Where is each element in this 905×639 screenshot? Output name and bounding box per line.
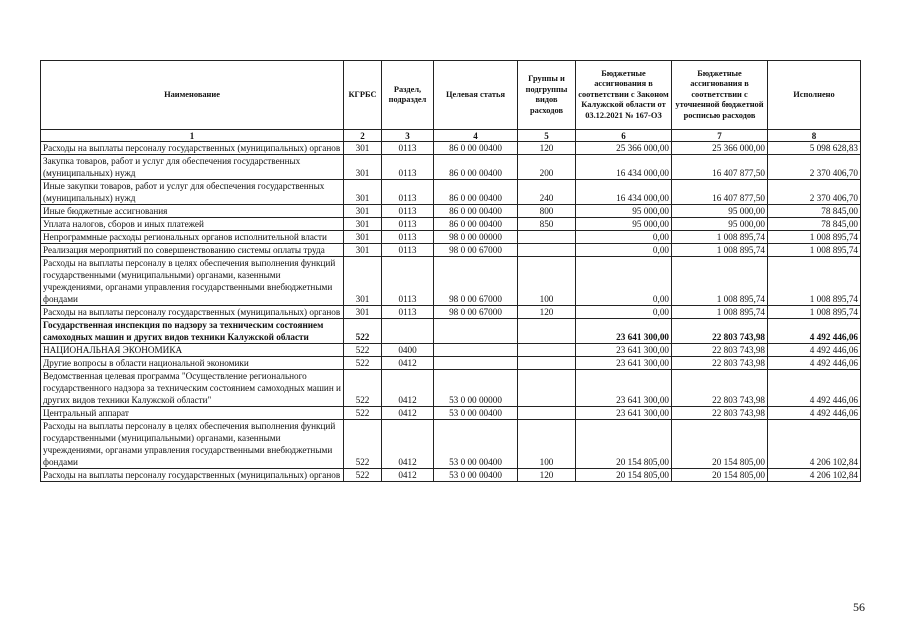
cell-law-amount: 0,00 — [576, 244, 672, 257]
cell-executed-amount: 1 008 895,74 — [768, 231, 861, 244]
table-row — [41, 218, 861, 231]
cell-law-amount: 0,00 — [576, 306, 672, 319]
cell-name: Другие вопросы в области национальной экономики — [41, 357, 344, 370]
table-row — [41, 142, 861, 155]
cell-name: Расходы на выплаты персоналу государственных (муниципальных) органов — [41, 306, 344, 319]
cell-name: Непрограммные расходы региональных органов исполнительной власти — [41, 231, 344, 244]
cell-refined-amount: 22 803 743,98 — [672, 319, 768, 344]
table-row — [41, 155, 861, 180]
cell-refined-amount: 16 407 877,50 — [672, 180, 768, 205]
cell-kgrbs: 301 — [344, 306, 382, 319]
table-row — [41, 370, 861, 407]
cell-target: 53 0 00 00400 — [434, 420, 518, 469]
cell-group: 800 — [518, 205, 576, 218]
column-number-row — [41, 130, 861, 142]
col-header-refined: Бюджетные ассигнования в соответствии с уточненной бюджетной росписью расходов — [672, 61, 768, 130]
cell-target: 86 0 00 00400 — [434, 155, 518, 180]
cell-name: Иные бюджетные ассигнования — [41, 205, 344, 218]
cell-refined-amount: 95 000,00 — [672, 205, 768, 218]
cell-kgrbs: 301 — [344, 155, 382, 180]
col-number: 7 — [672, 130, 768, 142]
cell-executed-amount: 2 370 406,70 — [768, 180, 861, 205]
cell-section: 0113 — [382, 244, 434, 257]
cell-section — [382, 319, 434, 344]
cell-name: Государственная инспекция по надзору за техническим состоянием самоходных машин и других видов техники Калужской области — [41, 319, 344, 344]
cell-section: 0113 — [382, 218, 434, 231]
cell-kgrbs: 301 — [344, 142, 382, 155]
cell-name: Расходы на выплаты персоналу в целях обеспечения выполнения функций государственными (муниципальными) органами, казенными учреждениями, органами управления государственными внебюджетными фондами — [41, 420, 344, 469]
cell-kgrbs: 522 — [344, 469, 382, 482]
cell-executed-amount: 4 206 102,84 — [768, 469, 861, 482]
cell-target: 98 0 00 00000 — [434, 231, 518, 244]
cell-name: Центральный аппарат — [41, 407, 344, 420]
col-number: 3 — [382, 130, 434, 142]
cell-name: НАЦИОНАЛЬНАЯ ЭКОНОМИКА — [41, 344, 344, 357]
cell-section: 0113 — [382, 155, 434, 180]
cell-group — [518, 319, 576, 344]
cell-group: 200 — [518, 155, 576, 180]
cell-kgrbs: 522 — [344, 357, 382, 370]
cell-executed-amount: 78 845,00 — [768, 218, 861, 231]
table-row — [41, 357, 861, 370]
cell-section: 0113 — [382, 257, 434, 306]
cell-name: Иные закупки товаров, работ и услуг для обеспечения государственных (муниципальных) нужд — [41, 180, 344, 205]
cell-section: 0113 — [382, 205, 434, 218]
cell-refined-amount: 22 803 743,98 — [672, 407, 768, 420]
cell-executed-amount: 4 492 446,06 — [768, 344, 861, 357]
cell-section: 0113 — [382, 306, 434, 319]
table-row — [41, 420, 861, 469]
cell-name: Расходы на выплаты персоналу государственных (муниципальных) органов — [41, 469, 344, 482]
table-row — [41, 319, 861, 344]
table-body — [41, 142, 861, 482]
cell-law-amount: 23 641 300,00 — [576, 370, 672, 407]
cell-target — [434, 319, 518, 344]
cell-section: 0113 — [382, 231, 434, 244]
table-row — [41, 180, 861, 205]
table-row — [41, 407, 861, 420]
cell-law-amount: 23 641 300,00 — [576, 344, 672, 357]
cell-executed-amount: 78 845,00 — [768, 205, 861, 218]
cell-law-amount: 23 641 300,00 — [576, 407, 672, 420]
cell-refined-amount: 1 008 895,74 — [672, 244, 768, 257]
cell-kgrbs: 301 — [344, 205, 382, 218]
cell-group — [518, 357, 576, 370]
cell-group: 100 — [518, 420, 576, 469]
cell-kgrbs: 522 — [344, 407, 382, 420]
cell-executed-amount: 5 098 628,83 — [768, 142, 861, 155]
cell-name: Закупка товаров, работ и услуг для обеспечения государственных (муниципальных) нужд — [41, 155, 344, 180]
cell-target: 53 0 00 00000 — [434, 370, 518, 407]
col-number: 4 — [434, 130, 518, 142]
cell-target — [434, 344, 518, 357]
cell-law-amount: 0,00 — [576, 231, 672, 244]
table-row — [41, 231, 861, 244]
col-header-name: Наименование — [41, 61, 344, 130]
cell-target: 86 0 00 00400 — [434, 218, 518, 231]
cell-group: 850 — [518, 218, 576, 231]
page-number: 56 — [853, 600, 865, 614]
cell-section: 0412 — [382, 407, 434, 420]
table-row — [41, 344, 861, 357]
cell-executed-amount: 1 008 895,74 — [768, 257, 861, 306]
col-header-executed: Исполнено — [768, 61, 861, 130]
cell-target: 98 0 00 67000 — [434, 306, 518, 319]
cell-kgrbs: 301 — [344, 180, 382, 205]
cell-section: 0113 — [382, 142, 434, 155]
cell-refined-amount: 25 366 000,00 — [672, 142, 768, 155]
cell-refined-amount: 95 000,00 — [672, 218, 768, 231]
cell-law-amount: 0,00 — [576, 257, 672, 306]
cell-target: 98 0 00 67000 — [434, 257, 518, 306]
table-row — [41, 469, 861, 482]
col-number: 8 — [768, 130, 861, 142]
cell-name: Уплата налогов, сборов и иных платежей — [41, 218, 344, 231]
cell-law-amount: 20 154 805,00 — [576, 469, 672, 482]
cell-target: 86 0 00 00400 — [434, 205, 518, 218]
cell-kgrbs: 301 — [344, 257, 382, 306]
col-number: 5 — [518, 130, 576, 142]
cell-section: 0412 — [382, 357, 434, 370]
budget-table — [40, 60, 861, 482]
cell-section: 0412 — [382, 420, 434, 469]
cell-law-amount: 95 000,00 — [576, 218, 672, 231]
cell-kgrbs: 522 — [344, 344, 382, 357]
cell-refined-amount: 22 803 743,98 — [672, 344, 768, 357]
cell-name: Расходы на выплаты персоналу в целях обеспечения выполнения функций государственными (муниципальными) органами, казенными учреждениями, органами управления государственными внебюджетными фондами — [41, 257, 344, 306]
cell-law-amount: 20 154 805,00 — [576, 420, 672, 469]
header-row — [41, 61, 861, 130]
table-row — [41, 244, 861, 257]
cell-refined-amount: 1 008 895,74 — [672, 306, 768, 319]
cell-executed-amount: 2 370 406,70 — [768, 155, 861, 180]
cell-group — [518, 244, 576, 257]
cell-executed-amount: 4 492 446,06 — [768, 407, 861, 420]
cell-kgrbs: 301 — [344, 218, 382, 231]
cell-kgrbs: 301 — [344, 231, 382, 244]
cell-section: 0400 — [382, 344, 434, 357]
table-row — [41, 257, 861, 306]
cell-refined-amount: 20 154 805,00 — [672, 469, 768, 482]
cell-refined-amount: 1 008 895,74 — [672, 231, 768, 244]
col-header-kgrbs: КГРБС — [344, 61, 382, 130]
cell-kgrbs: 522 — [344, 319, 382, 344]
col-number: 1 — [41, 130, 344, 142]
cell-executed-amount: 4 206 102,84 — [768, 420, 861, 469]
cell-target: 98 0 00 67000 — [434, 244, 518, 257]
cell-law-amount: 95 000,00 — [576, 205, 672, 218]
cell-law-amount: 16 434 000,00 — [576, 155, 672, 180]
table-row — [41, 205, 861, 218]
cell-group — [518, 231, 576, 244]
cell-law-amount: 25 366 000,00 — [576, 142, 672, 155]
col-header-target: Целевая статья — [434, 61, 518, 130]
cell-group: 120 — [518, 306, 576, 319]
cell-group — [518, 344, 576, 357]
cell-group: 120 — [518, 469, 576, 482]
cell-refined-amount: 1 008 895,74 — [672, 257, 768, 306]
cell-target: 86 0 00 00400 — [434, 180, 518, 205]
col-number: 2 — [344, 130, 382, 142]
cell-name: Реализация мероприятий по совершенствованию системы оплаты труда — [41, 244, 344, 257]
cell-target: 86 0 00 00400 — [434, 142, 518, 155]
cell-group — [518, 407, 576, 420]
cell-section: 0412 — [382, 469, 434, 482]
cell-name: Расходы на выплаты персоналу государственных (муниципальных) органов — [41, 142, 344, 155]
cell-refined-amount: 16 407 877,50 — [672, 155, 768, 180]
cell-kgrbs: 301 — [344, 244, 382, 257]
cell-kgrbs: 522 — [344, 420, 382, 469]
cell-law-amount: 23 641 300,00 — [576, 357, 672, 370]
cell-refined-amount: 22 803 743,98 — [672, 357, 768, 370]
cell-kgrbs: 522 — [344, 370, 382, 407]
cell-executed-amount: 4 492 446,06 — [768, 370, 861, 407]
cell-target: 53 0 00 00400 — [434, 407, 518, 420]
cell-name: Ведомственная целевая программа "Осуществление регионального государственного надзора за техническим состоянием самоходных машин и других видов техники Калужской области" — [41, 370, 344, 407]
cell-target — [434, 357, 518, 370]
cell-law-amount: 23 641 300,00 — [576, 319, 672, 344]
cell-executed-amount: 4 492 446,06 — [768, 319, 861, 344]
cell-group — [518, 370, 576, 407]
cell-executed-amount: 4 492 446,06 — [768, 357, 861, 370]
table-row — [41, 306, 861, 319]
cell-law-amount: 16 434 000,00 — [576, 180, 672, 205]
col-header-section: Раздел, подраздел — [382, 61, 434, 130]
cell-group: 100 — [518, 257, 576, 306]
cell-executed-amount: 1 008 895,74 — [768, 306, 861, 319]
cell-section: 0113 — [382, 180, 434, 205]
cell-refined-amount: 22 803 743,98 — [672, 370, 768, 407]
cell-refined-amount: 20 154 805,00 — [672, 420, 768, 469]
cell-section: 0412 — [382, 370, 434, 407]
col-number: 6 — [576, 130, 672, 142]
cell-group: 120 — [518, 142, 576, 155]
col-header-law: Бюджетные ассигнования в соответствии с Законом Калужской области от 03.12.2021 № 167-ОЗ — [576, 61, 672, 130]
cell-executed-amount: 1 008 895,74 — [768, 244, 861, 257]
col-header-groups: Группы и подгруппы видов расходов — [518, 61, 576, 130]
cell-target: 53 0 00 00400 — [434, 469, 518, 482]
cell-group: 240 — [518, 180, 576, 205]
